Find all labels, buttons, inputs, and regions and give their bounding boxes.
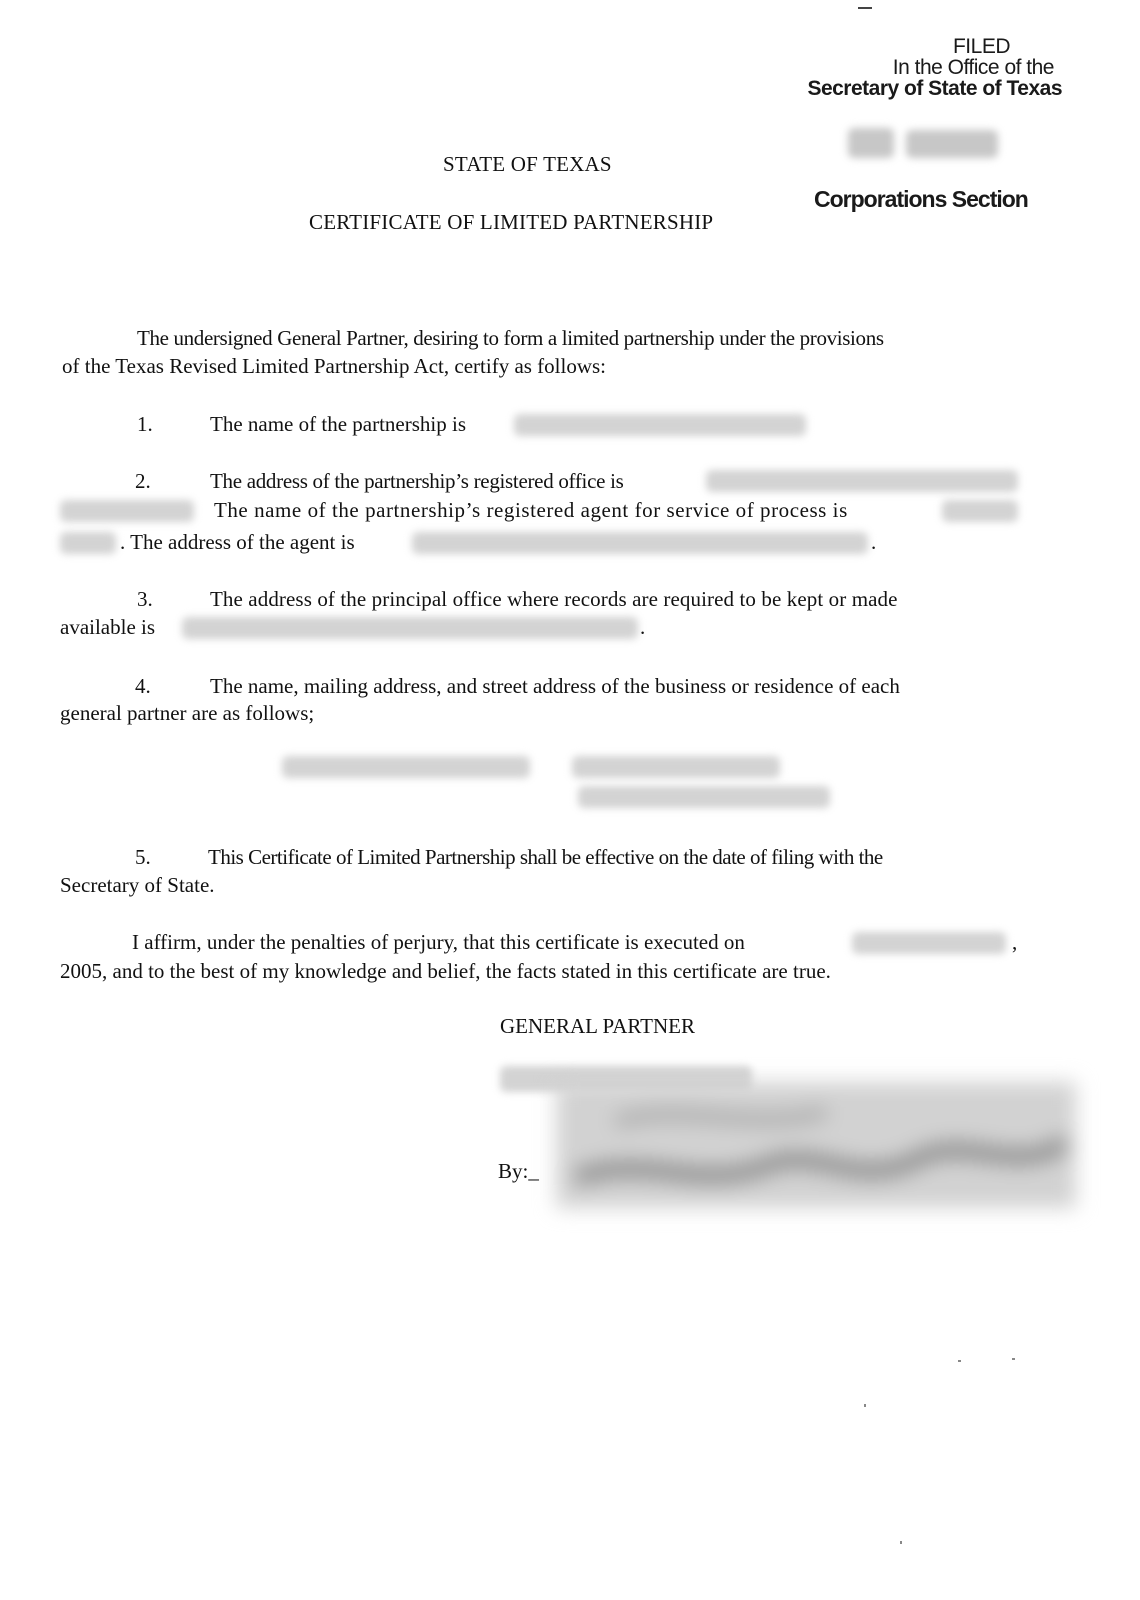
redacted-signature	[556, 1082, 1076, 1208]
scan-speck	[858, 7, 872, 9]
item-2-period: .	[871, 530, 877, 554]
redacted-registered-office	[706, 470, 1018, 492]
intro-line-1: The undersigned General Partner, desiring to form a limited partnership under the provisions	[137, 326, 884, 350]
scan-speck	[900, 1541, 902, 1544]
item-2-agent-address-text: . The address of the agent is	[120, 530, 355, 554]
redacted-general-partner-address-2	[578, 786, 830, 808]
by-label: By:_	[498, 1159, 539, 1183]
item-3-text-cont: available is	[60, 615, 156, 639]
scan-speck	[1012, 1358, 1015, 1360]
item-number: 4.	[135, 674, 151, 698]
item-number: 5.	[135, 845, 151, 869]
stamp-filed: FILED	[952, 35, 1010, 58]
redacted-registered-office-cont	[60, 500, 194, 522]
stamp-secretary: Secretary of State of Texas	[807, 77, 1062, 100]
intro-line-2: of the Texas Revised Limited Partnership Act, certify as follows:	[62, 354, 607, 378]
redacted-general-partner-address-1	[572, 756, 780, 778]
redacted-agent-address	[412, 532, 868, 554]
item-number: 3.	[137, 587, 153, 611]
affirmation-line-1: I affirm, under the penalties of perjury, that this certificate is executed on	[132, 930, 745, 954]
item-4-text: The name, mailing address, and street address of the business or residence of each	[210, 674, 900, 698]
item-2-text: The address of the partnership’s registered office is	[210, 469, 624, 493]
item-5-text-cont: Secretary of State.	[60, 873, 215, 897]
redacted-agent-name-cont	[60, 532, 116, 554]
scan-speck	[864, 1404, 866, 1407]
document-title: CERTIFICATE OF LIMITED PARTNERSHIP	[309, 210, 714, 234]
redacted-principal-office	[182, 617, 638, 639]
affirmation-line-2: 2005, and to the best of my knowledge and belief, the facts stated in this certificate are true.	[60, 959, 831, 983]
stamp-office: In the Office of the	[892, 56, 1054, 79]
redacted-filing-date	[848, 128, 894, 158]
scan-speck	[958, 1360, 961, 1362]
item-2-agent-text: The name of the partnership’s registered agent for service of process is	[214, 498, 848, 522]
redacted-general-partner-name	[282, 756, 530, 778]
item-1-text: The name of the partnership is	[210, 412, 466, 436]
item-5-text: This Certificate of Limited Partnership shall be effective on the date of filing with the	[208, 845, 883, 869]
item-number: 2.	[135, 469, 151, 493]
redacted-agent-name	[942, 500, 1018, 522]
redacted-partnership-name	[514, 414, 806, 436]
state-heading: STATE OF TEXAS	[443, 152, 612, 176]
corporations-section: Corporations Section	[814, 186, 1028, 212]
general-partner-heading: GENERAL PARTNER	[500, 1014, 695, 1038]
item-number: 1.	[137, 412, 153, 436]
item-4-text-cont: general partner are as follows;	[60, 701, 315, 725]
affirmation-comma: ,	[1012, 930, 1018, 954]
filing-stamp	[807, 36, 1062, 99]
redacted-execution-date	[852, 932, 1006, 954]
redacted-filing-year	[906, 130, 998, 158]
item-3-period: .	[640, 615, 646, 639]
item-3-text: The address of the principal office where records are required to be kept or made	[210, 587, 898, 611]
